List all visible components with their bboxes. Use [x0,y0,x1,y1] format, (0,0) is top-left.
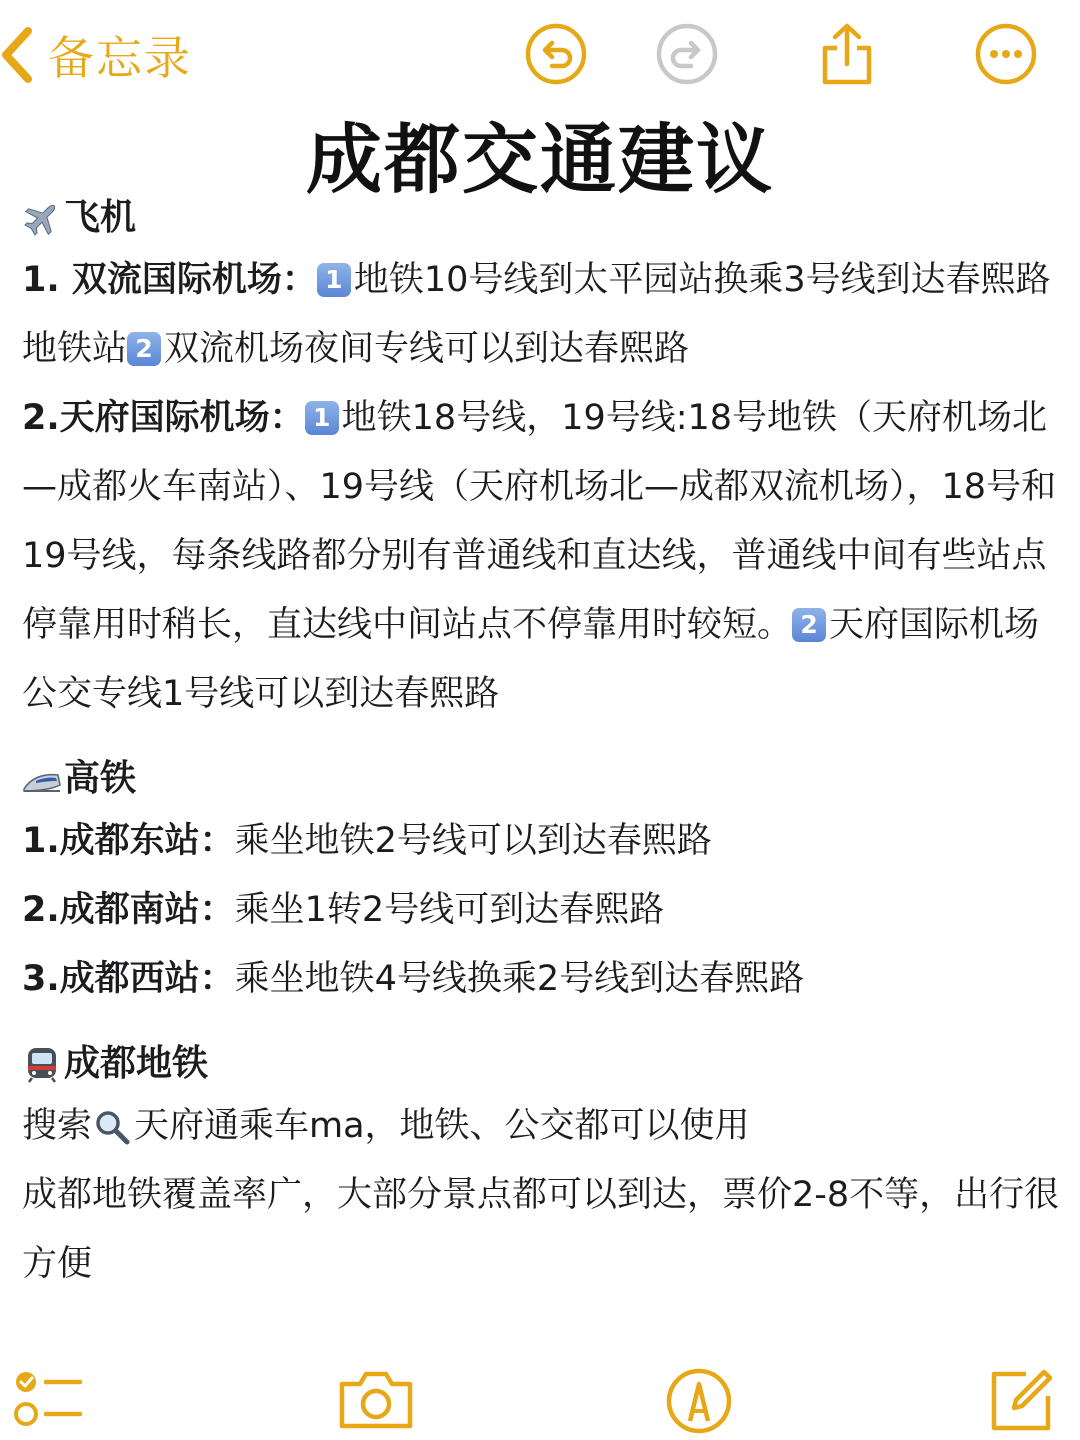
back-button[interactable] [0,20,192,90]
plane-heading: 飞机 [64,197,137,238]
section-metro [22,1036,1062,1092]
train-item-2 [22,876,1062,945]
magnifier-icon [92,1107,132,1147]
train-heading: 高铁 [64,758,137,799]
note-title: 成都交通建议 [306,115,774,204]
redo-icon[interactable] [655,22,719,86]
camera-icon[interactable] [336,1366,416,1432]
item-label: 1. 双流国际机场： [22,260,317,300]
train-item-1 [22,807,1062,876]
checklist-icon[interactable] [12,1366,84,1432]
bottom-toolbar [0,1358,1080,1440]
more-icon[interactable] [974,22,1038,86]
back-label: 备忘录 [48,31,192,85]
keycap-one-icon: 1 [305,401,339,435]
item-text: 天府通乘车ma，地铁、公交都可以使用 [134,1106,750,1146]
keycap-one-icon: 1 [317,263,351,297]
bullet-train-icon [22,759,62,799]
markup-icon[interactable] [664,1366,734,1436]
keycap-two-icon: 2 [792,608,826,642]
section-train [22,751,1062,807]
train-item-3 [22,945,1062,1014]
item-label: 2.天府国际机场： [22,398,305,438]
metro-line-2: 成都地铁覆盖率广，大部分景点都可以到达，票价2-8不等，出行很方便 [22,1175,1060,1284]
compose-icon[interactable] [986,1366,1056,1436]
undo-icon[interactable] [524,22,588,86]
plane-item-2 [22,384,1062,729]
item-text: 乘坐地铁2号线可以到达春熙路 [234,821,712,861]
chevron-left-icon [0,25,34,85]
metro-line-1 [22,1092,1062,1161]
item-label: 3.成都西站： [22,959,235,999]
item-label: 2.成都南站： [22,890,235,930]
metro-icon [22,1044,62,1084]
note-body[interactable] [22,190,1062,1299]
item-text: 乘坐1转2号线可到达春熙路 [234,890,665,930]
item-text: 地铁18号线，19号线:18号地铁（天府机场北—成都火车南站）、19号线（天府机场北—成都双流机场），18号和19号线，每条线路都分别有普通线和直达线，普通线中间有些站点停靠用时稍长，直达线中间站点不停靠用时较短。 [22,398,1057,645]
metro-heading: 成都地铁 [64,1043,209,1084]
item-label: 1.成都东站： [22,821,235,861]
top-toolbar [0,0,1080,110]
share-icon[interactable] [815,22,879,86]
section-plane [22,190,1062,246]
plane-item-1 [22,246,1062,384]
item-text: 双流机场夜间专线可以到达春熙路 [164,329,690,369]
item-text: 搜索 [22,1106,93,1146]
item-text: 地铁10号线到太平园站换乘3号线到达春熙路地铁站 [22,260,1051,369]
item-text: 乘坐地铁4号线换乘2号线到达春熙路 [234,959,805,999]
keycap-two-icon: 2 [127,332,161,366]
airplane-icon [22,198,62,238]
item-text: 天府国际机场公交专线1号线可以到达春熙路 [22,605,1040,714]
